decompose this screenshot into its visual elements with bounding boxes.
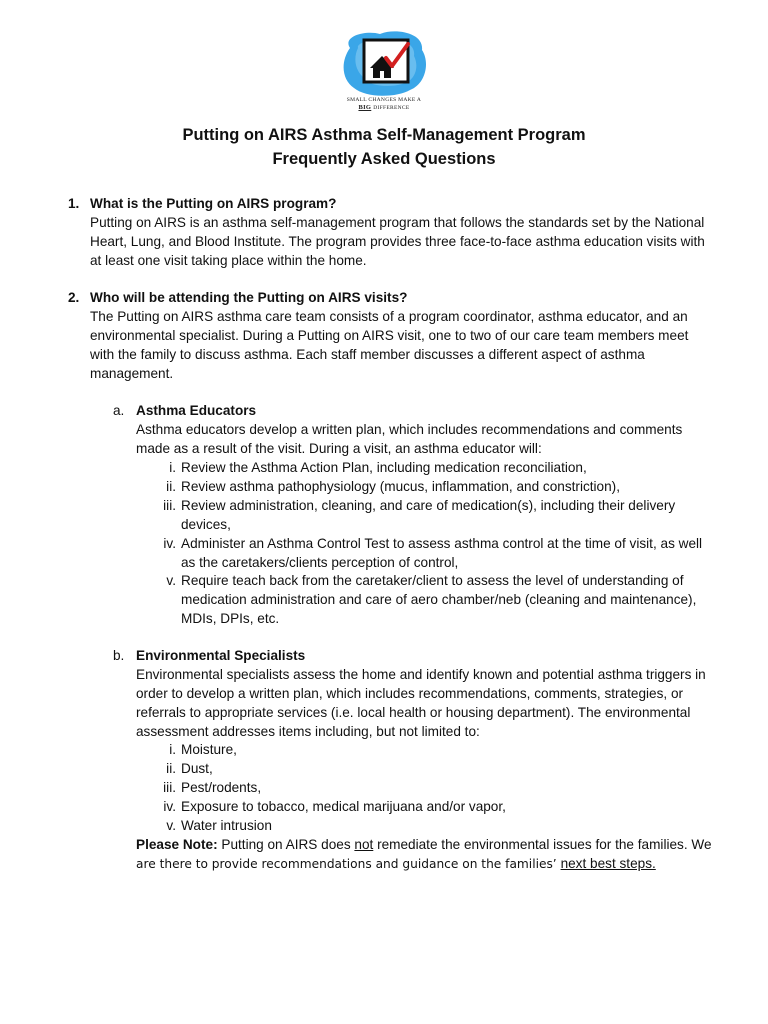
list-number: i.	[169, 742, 176, 757]
list-item: Exposure to tobacco, medical marijuana and/or vapor,	[181, 799, 506, 814]
q2-question: Who will be attending the Putting on AIRS visits?	[90, 290, 408, 305]
document-title: Putting on AIRS Asthma Self-Management Program	[182, 126, 586, 144]
section-b-letter: b.	[113, 648, 125, 663]
q1-answer-line: at least one visit taking place within the home.	[90, 253, 367, 268]
note-next-best-steps: next best steps.	[560, 856, 656, 871]
list-number: v.	[166, 573, 176, 588]
q2-answer-line: with the family to discuss asthma. Each staff member discusses a different aspect of asthma	[90, 347, 645, 362]
please-note-label: Please Note:	[136, 837, 218, 852]
list-number: ii.	[166, 479, 176, 494]
q2-answer-line: environmental specialist. During a Putting on AIRS visit, one to two of our care team members meet	[90, 328, 689, 343]
logo-tagline: SMALL CHANGES MAKE A BIG DIFFERENCE	[346, 97, 422, 111]
section-b-intro-line: assessment addresses items including, but not limited to:	[136, 724, 480, 739]
please-note-line	[136, 836, 712, 855]
q1-answer-line: Putting on AIRS is an asthma self-management program that follows the standards set by the National	[90, 215, 705, 230]
list-number: ii.	[166, 761, 176, 776]
list-item: Administer an Asthma Control Test to assess asthma control at the time of visit, as well	[181, 536, 703, 551]
note-text: remediate the environmental issues for the families. We	[373, 837, 712, 852]
list-item: Water intrusion	[181, 818, 272, 833]
section-b-intro-line: referrals to appropriate services (i.e. local health or housing department). The environmental	[136, 705, 691, 720]
please-note-line-2	[136, 855, 656, 874]
section-a-intro-line: made as a result of the visit. During a visit, an asthma educator will:	[136, 441, 542, 456]
tagline-big: BIG	[358, 104, 372, 111]
q1-question: What is the Putting on AIRS program?	[90, 196, 337, 211]
list-number: v.	[166, 818, 176, 833]
list-item: Dust,	[181, 761, 213, 776]
document-subtitle: Frequently Asked Questions	[272, 150, 496, 168]
q1-answer-line: Heart, Lung, and Blood Institute. The program provides three face-to-face asthma education visits with	[90, 234, 705, 249]
list-item: Review administration, cleaning, and care of medication(s), including their delivery	[181, 498, 676, 513]
q2-answer-line: management.	[90, 366, 174, 381]
section-b-intro-line: order to develop a written plan, which includes recommendations, comments, strategies, or	[136, 686, 684, 701]
section-a-letter: a.	[113, 403, 125, 418]
list-item: Pest/rodents,	[181, 780, 262, 795]
q1-number: 1.	[68, 196, 80, 211]
list-item-continued: medication administration and care of aero chamber/neb (cleaning and maintenance),	[181, 592, 697, 607]
note-not: not	[354, 837, 374, 852]
list-item: Review the Asthma Action Plan, including medication reconciliation,	[181, 460, 587, 475]
list-number: i.	[169, 460, 176, 475]
list-item-continued: MDIs, DPIs, etc.	[181, 611, 280, 626]
list-item: Review asthma pathophysiology (mucus, inflammation, and constriction),	[181, 479, 620, 494]
section-a-heading: Asthma Educators	[136, 403, 257, 418]
note-text: are there to provide recommendations and guidance on the families’	[136, 857, 561, 871]
list-number: iii.	[163, 498, 176, 513]
list-item: Moisture,	[181, 742, 237, 757]
house-checkmark-icon	[336, 28, 432, 98]
list-number: iv.	[163, 799, 176, 814]
q2-answer-line: The Putting on AIRS asthma care team consists of a program coordinator, asthma educator, and an	[90, 309, 688, 324]
note-text: Putting on AIRS does	[217, 837, 355, 852]
section-b-heading: Environmental Specialists	[136, 648, 306, 663]
q2-number: 2.	[68, 290, 80, 305]
list-item: Require teach back from the caretaker/client to assess the level of understanding of	[181, 573, 684, 588]
section-b-intro-line: Environmental specialists assess the home and identify known and potential asthma triggers in	[136, 667, 706, 682]
list-number: iv.	[163, 536, 176, 551]
list-item-continued: devices,	[181, 517, 231, 532]
tagline-rest: DIFFERENCE	[373, 105, 410, 111]
list-item-continued: as the caretakers/clients perception of control,	[181, 555, 459, 570]
section-a-intro-line: Asthma educators develop a written plan, which includes recommendations and comments	[136, 422, 683, 437]
list-number: iii.	[163, 780, 176, 795]
